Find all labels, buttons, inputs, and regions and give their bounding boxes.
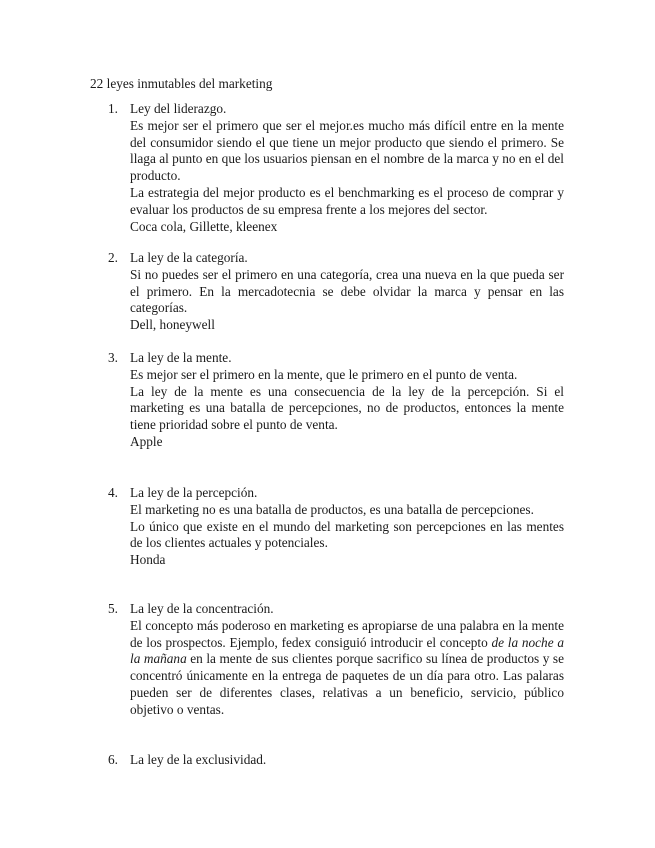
law-paragraph: El marketing no es una batalla de productos, es una batalla de percepciones. <box>130 501 534 517</box>
law-item-5 <box>108 601 564 719</box>
law-paragraph: Es mejor ser el primero que ser el mejor.es mucho más difícil entre en la mente del consumidor siendo el que tiene un mejor producto que siendo el primero. Se llaga al punto en que los usuarios piensan en el nombre de la marca y no en el del producto. <box>130 117 564 184</box>
law-paragraph: La estrategia del mejor producto es el benchmarking es el proceso de comprar y evaluar los productos de su empresa frente a los mejores del sector. <box>130 184 564 217</box>
law-examples: Honda <box>130 552 166 568</box>
law-title: Ley del liderazgo. <box>130 101 227 116</box>
law-paragraph: Lo único que existe en el mundo del marketing son percepciones en las mentes de los clientes actuales y potenciales. <box>130 518 564 551</box>
law-paragraph: Es mejor ser el primero en la mente, que le primero en el punto de venta. <box>130 366 518 382</box>
law-text: en la mente de sus clientes porque sacrifico su línea de productos y se concentró únicamente en la entrega de paquetes de un día para otro. Las palaras pueden ser de diferentes clases, relativas a un beneficio, servicio, público objetivo o ventas. <box>130 651 564 717</box>
document-title: 22 leyes inmutables del marketing <box>90 76 273 91</box>
law-text: El concepto más poderoso en marketing es apropiarse de una palabra en la mente de los prospectos. Ejemplo, fedex consiguió introducir el concepto <box>130 617 564 650</box>
law-item-6 <box>108 752 564 769</box>
law-item-1 <box>108 101 564 235</box>
law-paragraph: La ley de la mente es una consecuencia de la ley de la percepción. Si el marketing es una batalla de percepciones, no de productos, entonces la mente tiene prioridad sobre el punto de venta. <box>130 383 564 433</box>
law-emphasis: de la noche a la mañana <box>130 634 564 667</box>
law-number: 1. <box>108 101 118 116</box>
law-examples: Dell, honeywell <box>130 317 215 333</box>
law-item-2 <box>108 250 564 334</box>
law-examples: Coca cola, Gillette, kleenex <box>130 218 278 234</box>
law-number: 3. <box>108 350 118 365</box>
law-title: La ley de la mente. <box>130 350 232 365</box>
law-title: La ley de la categoría. <box>130 250 248 265</box>
law-title: La ley de la concentración. <box>130 601 274 616</box>
law-examples: Apple <box>130 433 163 449</box>
law-number: 6. <box>108 752 118 767</box>
law-paragraph: Si no puedes ser el primero en una categoría, crea una nueva en la que pueda ser el primero. En la mercadotecnia se debe olvidar la marca y pensar en las categorías. <box>130 266 564 316</box>
law-paragraph <box>130 618 564 719</box>
law-title: La ley de la percepción. <box>130 485 258 500</box>
law-number: 5. <box>108 601 118 616</box>
law-item-3 <box>108 350 564 451</box>
law-number: 4. <box>108 485 118 500</box>
law-item-4 <box>108 485 564 569</box>
law-title: La ley de la exclusividad. <box>130 752 267 767</box>
law-number: 2. <box>108 250 118 265</box>
